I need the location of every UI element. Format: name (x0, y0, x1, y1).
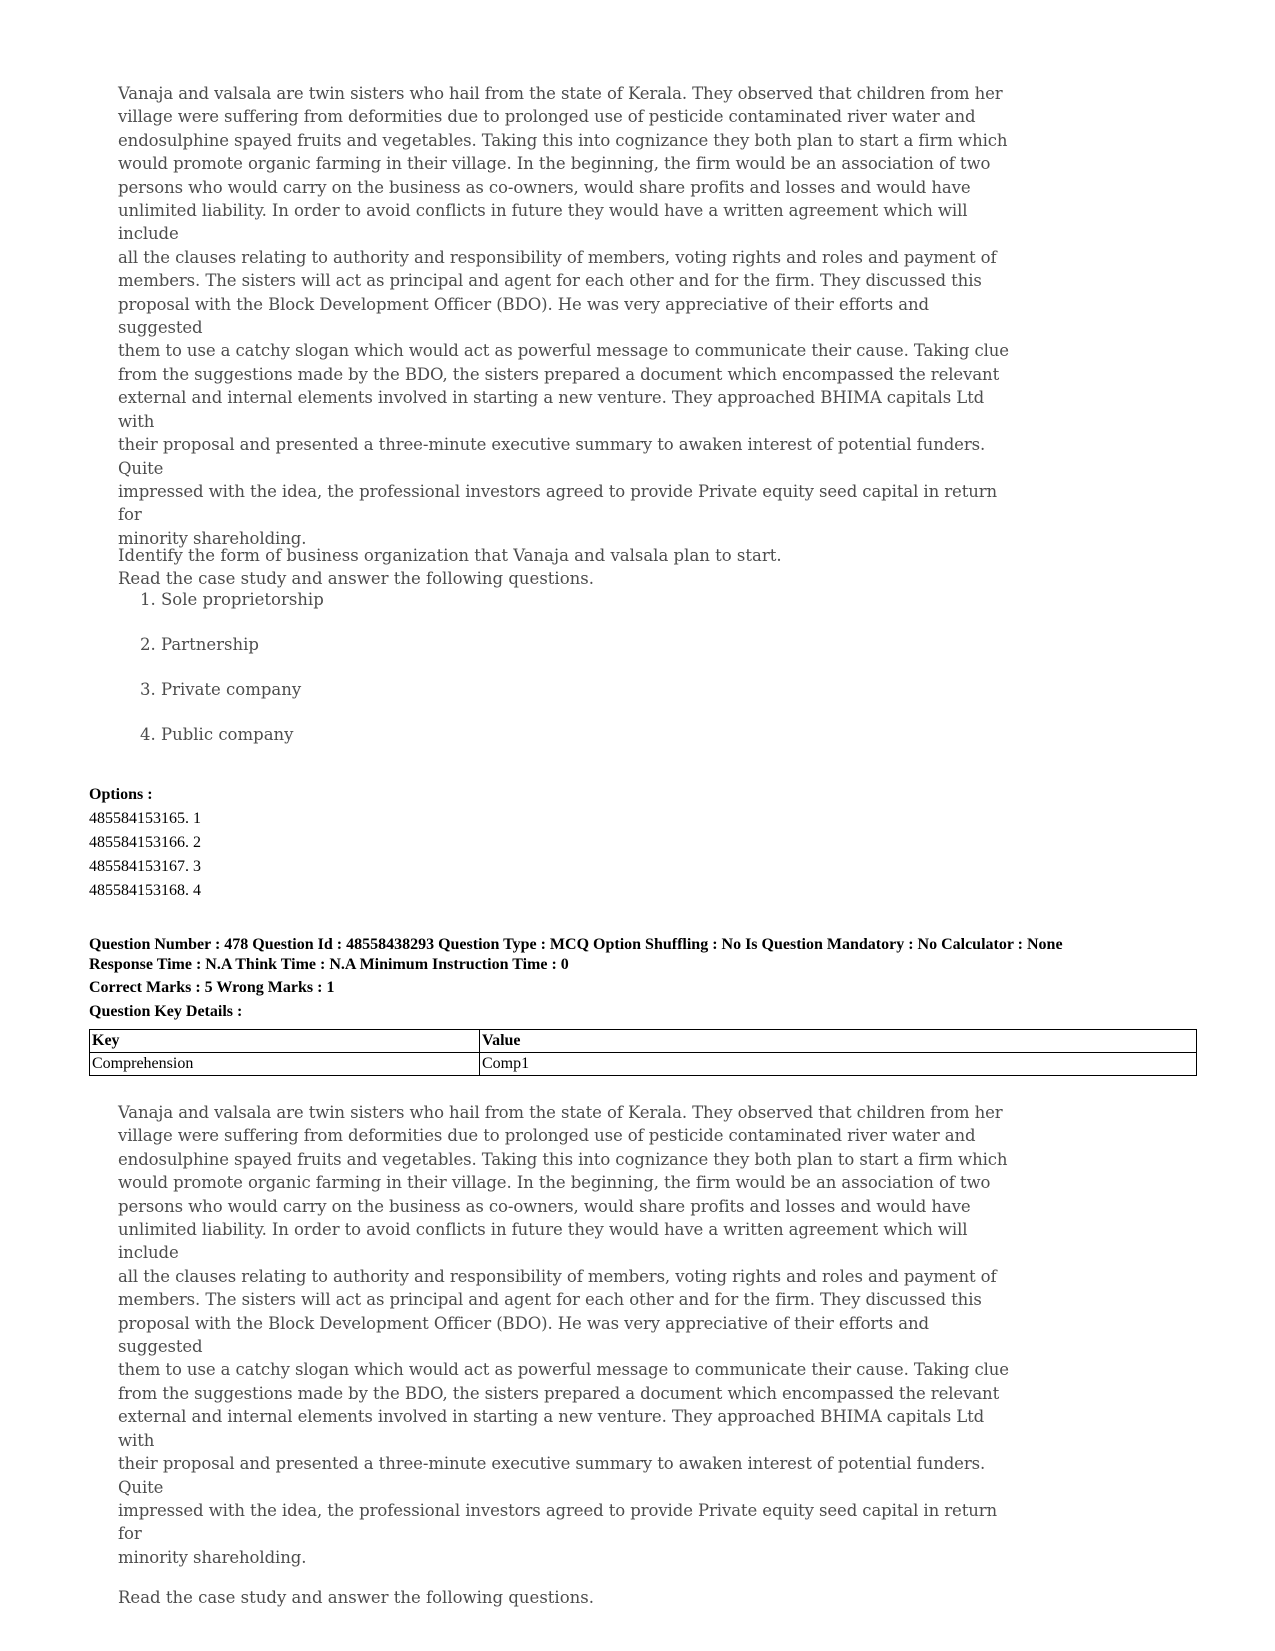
question-text: Identify the form of business organization that Vanaja and valsala plan to start. (118, 546, 782, 565)
question-choices (140, 589, 1018, 769)
option-item: 485584153166. 2 (89, 834, 201, 851)
passage-line: persons who would carry on the business as co-owners, would share profits and losses and would have (118, 1196, 971, 1216)
option-item: 485584153167. 3 (89, 858, 201, 875)
passage-line: all the clauses relating to authority and responsibility of members, voting rights and roles and payment of (118, 247, 997, 267)
key-details-table (89, 1029, 1197, 1076)
passage-line: endosulphine spayed fruits and vegetables. Taking this into cognizance they both plan to start a firm which (118, 1149, 1008, 1169)
case-study-passage-image-2 (118, 1101, 1018, 1607)
passage-line: members. The sisters will act as principal and agent for each other and for the firm. They discussed this (118, 271, 982, 291)
table-cell-key: Comprehension (90, 1053, 480, 1076)
option-item: 485584153168. 4 (89, 882, 201, 899)
passage-line: Vanaja and valsala are twin sisters who hail from the state of Kerala. They observed that children from her (118, 1103, 1003, 1122)
passage-line: external and internal elements involved in starting a new venture. They approached BHIMA capitals Ltd with (118, 1407, 985, 1450)
passage-line: impressed with the idea, the professional investors agreed to provide Private equity seed capital in return for (118, 1500, 998, 1544)
option-item: 485584153165. 1 (89, 810, 201, 827)
passage-line: from the suggestions made by the BDO, the sisters prepared a document which encompassed the relevant (118, 364, 1000, 384)
passage-line: Vanaja and valsala are twin sisters who hail from the state of Kerala. They observed that children from her (118, 84, 1003, 103)
passage-instruction: Read the case study and answer the following questions. (118, 1588, 594, 1608)
passage-line: village were suffering from deformities due to prolonged use of pesticide contaminated river water and (118, 1126, 976, 1146)
case-study-passage (118, 1101, 1018, 1569)
passage-line: unlimited liability. In order to avoid conflicts in future they would have a written agreement which will include (118, 1220, 968, 1263)
passage-line: all the clauses relating to authority and responsibility of members, voting rights and roles and payment of (118, 1266, 997, 1286)
choice-item: 1. Sole proprietorship (140, 590, 324, 609)
table-row (90, 1053, 1197, 1076)
question-image (118, 546, 1018, 769)
choice-item: 3. Private company (140, 680, 302, 699)
question-meta-line-2: Response Time : N.A Think Time : N.A Minimum Instruction Time : 0 (89, 956, 569, 973)
passage-line: endosulphine spayed fruits and vegetables. Taking this into cognizance they both plan to start a firm which (118, 130, 1008, 150)
table-cell-value: Comp1 (480, 1053, 1197, 1076)
passage-line: unlimited liability. In order to avoid conflicts in future they would have a written agreement which will include (118, 201, 968, 244)
table-header-row (90, 1030, 1197, 1053)
passage-line: village were suffering from deformities due to prolonged use of pesticide contaminated river water and (118, 107, 976, 127)
passage-line: them to use a catchy slogan which would act as powerful message to communicate their cause. Taking clue (118, 1360, 1009, 1380)
passage-line: minority shareholding. (118, 528, 307, 548)
options-section (89, 783, 1189, 903)
choice-item: 4. Public company (140, 725, 294, 744)
case-study-passage (118, 82, 1018, 550)
passage-instruction: Read the case study and answer the following questions. (118, 569, 594, 589)
choice-item: 2. Partnership (140, 635, 259, 654)
passage-line: proposal with the Block Development Officer (BDO). He was very appreciative of their efforts and suggested (118, 294, 929, 338)
passage-line: would promote organic farming in their village. In the beginning, the firm would be an association of two (118, 154, 991, 174)
question-meta-line-1: Question Number : 478 Question Id : 48558438293 Question Type : MCQ Option Shuffling : No Is Question Mandatory : No Calculator : None (89, 936, 1063, 953)
passage-line: them to use a catchy slogan which would act as powerful message to communicate their cause. Taking clue (118, 341, 1009, 361)
passage-line: their proposal and presented a three-minute executive summary to awaken interest of potential funders. Quite (118, 1454, 986, 1497)
options-heading: Options : (89, 786, 153, 803)
passage-line: members. The sisters will act as principal and agent for each other and for the firm. They discussed this (118, 1290, 982, 1310)
marks-line: Correct Marks : 5 Wrong Marks : 1 (89, 979, 335, 996)
passage-line: proposal with the Block Development Officer (BDO). He was very appreciative of their efforts and suggested (118, 1313, 929, 1357)
passage-line: would promote organic farming in their village. In the beginning, the firm would be an association of two (118, 1173, 991, 1193)
table-header-value: Value (480, 1030, 1197, 1053)
passage-line: persons who would carry on the business as co-owners, would share profits and losses and would have (118, 177, 971, 197)
table-header-key: Key (90, 1030, 480, 1053)
passage-line: their proposal and presented a three-minute executive summary to awaken interest of potential funders. Quite (118, 435, 986, 478)
passage-line: minority shareholding. (118, 1547, 307, 1567)
question-metadata (89, 935, 1189, 1022)
key-details-heading: Question Key Details : (89, 1003, 243, 1020)
passage-line: external and internal elements involved in starting a new venture. They approached BHIMA capitals Ltd with (118, 388, 985, 431)
case-study-passage-image (118, 82, 1018, 588)
passage-line: impressed with the idea, the professional investors agreed to provide Private equity seed capital in return for (118, 481, 998, 525)
passage-line: from the suggestions made by the BDO, the sisters prepared a document which encompassed the relevant (118, 1383, 1000, 1403)
